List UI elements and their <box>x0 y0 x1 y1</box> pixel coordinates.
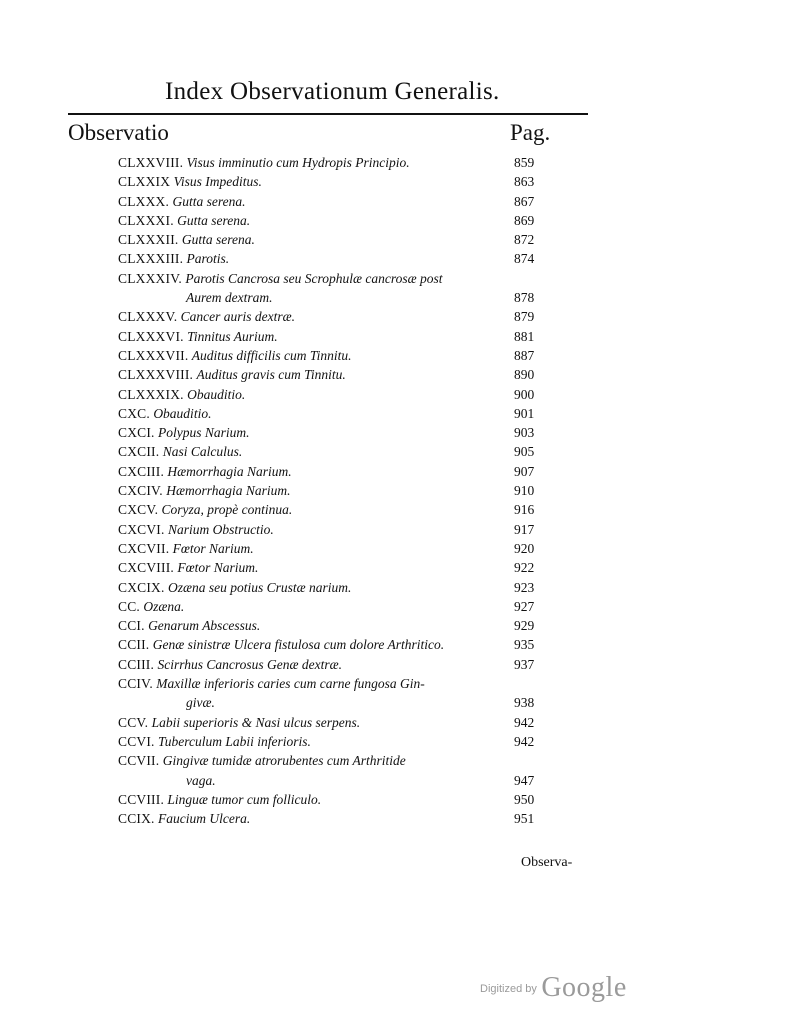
index-entry <box>118 539 558 558</box>
entry-number: CLXXXVIII. <box>118 367 194 383</box>
index-entry <box>118 674 558 713</box>
entry-title: Coryza, propè continua. <box>161 502 293 518</box>
catchword: Observa- <box>521 855 573 870</box>
entry-title: Hæmorrhagia Narium. <box>167 463 292 479</box>
entry-page-number: 942 <box>514 733 535 749</box>
column-header-observatio: Observatio <box>68 120 169 145</box>
entry-title: vaga. <box>186 772 216 788</box>
entry-title: Tuberculum Labii inferioris. <box>158 733 311 749</box>
index-entry <box>118 520 558 539</box>
entry-number: CXCVII. <box>118 540 170 556</box>
entry-page-number: 950 <box>514 791 535 807</box>
entry-page-number: 927 <box>514 598 535 614</box>
index-entry <box>118 404 558 423</box>
entry-number: CLXXXIV. <box>118 270 182 286</box>
entry-number: CXCI. <box>118 425 155 441</box>
entry-title: Fœtor Narium. <box>177 560 259 576</box>
entry-page-number: 887 <box>514 347 535 363</box>
entry-number: CCVI. <box>118 733 155 749</box>
entry-number: CCIX. <box>118 811 155 827</box>
entry-number: CXCIV. <box>118 483 163 499</box>
index-entry <box>118 269 558 308</box>
entry-page-number: 890 <box>514 367 535 383</box>
index-entry <box>118 172 558 191</box>
entry-page-number: 878 <box>514 290 535 306</box>
index-entry <box>118 635 558 654</box>
entry-title: Visus Impeditus. <box>173 174 262 190</box>
entry-number: CCIV. <box>118 676 153 692</box>
index-entry <box>118 307 558 326</box>
index-entry <box>118 500 558 519</box>
entry-number: CCIII. <box>118 656 155 672</box>
entry-number: CXCV. <box>118 502 159 518</box>
entry-number: CC. <box>118 598 140 614</box>
digitization-watermark <box>480 972 627 1004</box>
entry-title: Scirrhus Cancrosus Genæ dextræ. <box>157 656 342 672</box>
entry-number: CXCVIII. <box>118 560 174 576</box>
entry-title: Genæ sinistræ Ulcera fistulosa cum dolore Arthritico. <box>152 637 445 653</box>
entry-title: Obauditio. <box>153 405 212 421</box>
entry-page-number: 923 <box>514 579 535 595</box>
entry-page-number: 903 <box>514 425 535 441</box>
entry-title: Genarum Abscessus. <box>148 618 261 634</box>
entry-title: Maxillæ inferioris caries cum carne fungosa Gin- <box>156 676 425 692</box>
index-entry <box>118 442 558 461</box>
page-title: Index Observationum Generalis. <box>165 78 500 105</box>
entry-title: Cancer auris dextræ. <box>180 309 296 325</box>
entry-page-number: 942 <box>514 714 535 730</box>
index-entry <box>118 192 558 211</box>
entry-page-number: 938 <box>514 695 535 711</box>
entry-page-number: 922 <box>514 560 535 576</box>
entry-page-number: 917 <box>514 521 535 537</box>
watermark-prefix: Digitized by <box>480 983 537 995</box>
index-entry <box>118 249 558 268</box>
column-header-page: Pag. <box>510 120 551 145</box>
entry-number: CCI. <box>118 618 145 634</box>
entry-page-number: 935 <box>514 637 535 653</box>
entry-title: Parotis Cancrosa seu Scrophulæ cancrosæ post <box>185 270 443 286</box>
index-entry <box>118 790 558 809</box>
entry-number: CXCVI. <box>118 521 165 537</box>
index-entry <box>118 558 558 577</box>
entry-title: Fœtor Narium. <box>172 540 254 556</box>
entry-page-number: 910 <box>514 483 535 499</box>
entry-title: Auditus gravis cum Tinnitu. <box>196 367 346 383</box>
entry-number: CLXXXIII. <box>118 251 184 267</box>
index-entry <box>118 732 558 751</box>
google-logo: Google <box>541 972 627 1003</box>
entry-page-number: 907 <box>514 463 535 479</box>
entry-number: CLXXXV. <box>118 309 178 325</box>
entry-page-number: 867 <box>514 193 535 209</box>
entry-title: Gingivæ tumidæ atrorubentes cum Arthritide <box>162 753 406 769</box>
index-entry <box>118 423 558 442</box>
entry-page-number: 863 <box>514 174 535 190</box>
entry-title: Obauditio. <box>187 386 246 402</box>
entry-title: Aurem dextram. <box>186 290 273 306</box>
entry-page-number: 905 <box>514 444 535 460</box>
entry-title: Linguæ tumor cum folliculo. <box>167 791 322 807</box>
index-entry <box>118 385 558 404</box>
entry-title: Parotis. <box>186 251 230 267</box>
entry-line <box>118 674 558 693</box>
entry-number: CLXXVIII. <box>118 155 184 170</box>
entry-number: CLXXXIX. <box>118 386 184 402</box>
entry-number: CLXXX. <box>118 193 170 209</box>
entry-page-number: 869 <box>514 212 535 228</box>
entry-title: Ozæna. <box>143 598 185 614</box>
entry-number: CXCII. <box>118 444 160 460</box>
entry-title: Ozæna seu potius Crustæ narium. <box>167 579 352 595</box>
index-entry <box>118 230 558 249</box>
index-entry <box>118 713 558 732</box>
index-entry <box>118 578 558 597</box>
entry-number: CXCIX. <box>118 579 165 595</box>
entry-number: CCVIII. <box>118 791 165 807</box>
index-entry <box>118 346 558 365</box>
index-entry <box>118 597 558 616</box>
entry-page-number: 900 <box>514 386 535 402</box>
index-entry <box>118 751 558 790</box>
index-entry <box>118 616 558 635</box>
index-entries <box>118 153 558 828</box>
index-entry <box>118 481 558 500</box>
entry-title: Polypus Narium. <box>158 425 250 441</box>
entry-page-number: 881 <box>514 328 535 344</box>
entry-number: CLXXXVI. <box>118 328 184 344</box>
entry-title: Labii superioris & Nasi ulcus serpens. <box>151 714 361 730</box>
entry-title: Auditus difficilis cum Tinnitu. <box>191 347 352 363</box>
entry-page-number: 879 <box>514 309 535 325</box>
entry-title: Hæmorrhagia Narium. <box>166 483 291 499</box>
index-entry <box>118 327 558 346</box>
entry-title: Narium Obstructio. <box>167 521 274 537</box>
entry-page-number: 916 <box>514 502 535 518</box>
entry-number: CCII. <box>118 637 150 653</box>
entry-page-number: 937 <box>514 656 535 672</box>
entry-number: CLXXXI. <box>118 212 174 228</box>
entry-page-number: 872 <box>514 232 535 248</box>
entry-title: Tinnitus Aurium. <box>187 328 278 344</box>
entry-title: Gutta serena. <box>181 232 255 248</box>
entry-title: Gutta serena. <box>172 193 246 209</box>
entry-page-number: 901 <box>514 405 535 421</box>
entry-page-number: 951 <box>514 811 535 827</box>
entry-number: CXCIII. <box>118 463 165 479</box>
entry-number: CCV. <box>118 714 149 730</box>
index-entry <box>118 655 558 674</box>
entry-line <box>118 751 558 770</box>
entry-number: CLXXXII. <box>118 232 179 248</box>
index-entry <box>118 462 558 481</box>
entry-title: Visus imminutio cum Hydropis Principio. <box>186 155 410 170</box>
entry-title: Faucium Ulcera. <box>158 811 251 827</box>
entry-page-number: 920 <box>514 540 535 556</box>
entry-page-number: 947 <box>514 772 535 788</box>
entry-page-number: 859 <box>514 155 535 170</box>
entry-title: givæ. <box>186 695 215 711</box>
entry-number: CLXXXVII. <box>118 347 189 363</box>
entry-line <box>118 269 558 288</box>
entry-page-number: 929 <box>514 618 535 634</box>
index-entry <box>118 153 558 172</box>
entry-page-number: 874 <box>514 251 535 267</box>
entry-title: Gutta serena. <box>177 212 251 228</box>
index-entry <box>118 211 558 230</box>
entry-title: Nasi Calculus. <box>162 444 243 460</box>
header-rule <box>68 113 588 115</box>
entry-number: CCVII. <box>118 753 160 769</box>
index-entry <box>118 809 558 828</box>
index-entry <box>118 365 558 384</box>
entry-number: CXC. <box>118 405 150 421</box>
entry-number: CLXXIX <box>118 174 171 190</box>
